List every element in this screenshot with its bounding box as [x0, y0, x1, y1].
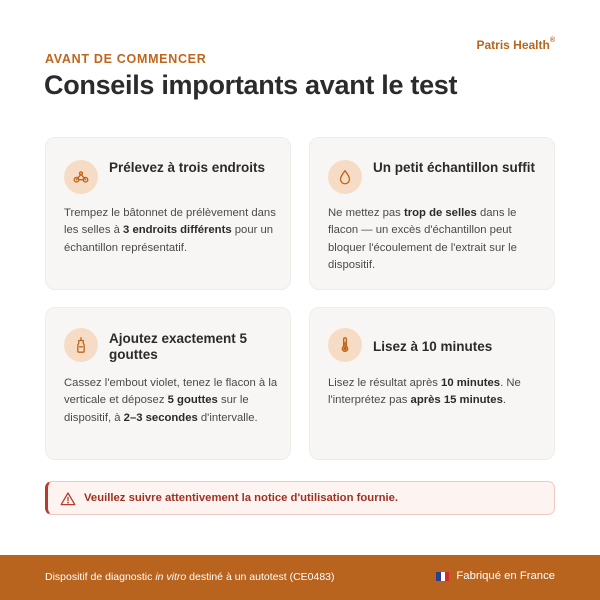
dropper-bottle-icon [64, 328, 98, 362]
card-body [64, 375, 279, 427]
body-emphasis: trop de selles [403, 207, 477, 219]
regulatory-notice [45, 571, 335, 583]
thermometer-icon [328, 328, 362, 362]
body-emphasis: 2–3 secondes [123, 411, 198, 424]
body-emphasis: 10 minutes [441, 377, 501, 389]
france-flag-icon [436, 572, 449, 581]
page-title: Conseils importants avant le test [44, 70, 458, 100]
section-eyebrow: AVANT DE COMMENCER [45, 52, 207, 66]
card-body [328, 205, 543, 274]
body-text: Cassez l'embout violet, tenez le flacon à la verticale et déposez [64, 377, 278, 407]
regulatory-text-end: destiné à un autotest (CE0483) [186, 571, 335, 583]
regulatory-text-italic: in vitro [155, 571, 187, 583]
body-text: sur le dispositif, à [64, 394, 249, 424]
tip-card-sample-size [309, 137, 555, 290]
body-text: Ne mettez pas [328, 207, 404, 219]
body-emphasis: 5 gouttes [167, 394, 218, 407]
card-title: Un petit échantillon suffit [373, 160, 535, 175]
registered-mark: ® [549, 37, 555, 44]
card-body [64, 205, 279, 257]
tip-card-drops [45, 307, 291, 460]
made-in-label: Fabriqué en France [456, 570, 555, 582]
tip-card-sampling [45, 137, 291, 290]
card-body [328, 375, 543, 410]
warning-text: Veuillez suivre attentivement la notice d'utilisation fournie. [84, 492, 399, 504]
card-title: Prélevez à trois endroits [109, 160, 266, 175]
body-text: pour un échantillon représentatif. [64, 224, 274, 254]
brand-name: Patris Health [476, 38, 550, 52]
brand-logo [476, 38, 555, 52]
body-text: Trempez le bâtonnet de prélèvement dans les selles à [64, 207, 276, 237]
body-text: . [502, 394, 506, 407]
card-title: Lisez à 10 minutes [373, 339, 493, 354]
multi-point-sampling-icon [64, 160, 98, 194]
warning-triangle-icon [60, 491, 76, 507]
regulatory-text-start: Dispositif de diagnostic [45, 571, 156, 583]
card-title: Ajoutez exactement 5 gouttes [109, 331, 248, 362]
droplet-icon [328, 160, 362, 194]
made-in-france [436, 570, 555, 582]
warning-banner [45, 481, 555, 515]
body-text: . Ne l'interprétez pas [328, 377, 521, 407]
body-text: d'intervalle. [197, 411, 258, 424]
body-text: Lisez le résultat après [328, 377, 442, 389]
body-emphasis: après 15 minutes [410, 394, 503, 407]
body-emphasis: 3 endroits différents [123, 224, 232, 237]
footer-bar [0, 555, 600, 600]
body-text: dans le flacon — un excès d'échantillon peut bloquer l'écoulement de l'extrait sur le dispositif. [328, 207, 517, 271]
tip-card-read-time [309, 307, 555, 460]
